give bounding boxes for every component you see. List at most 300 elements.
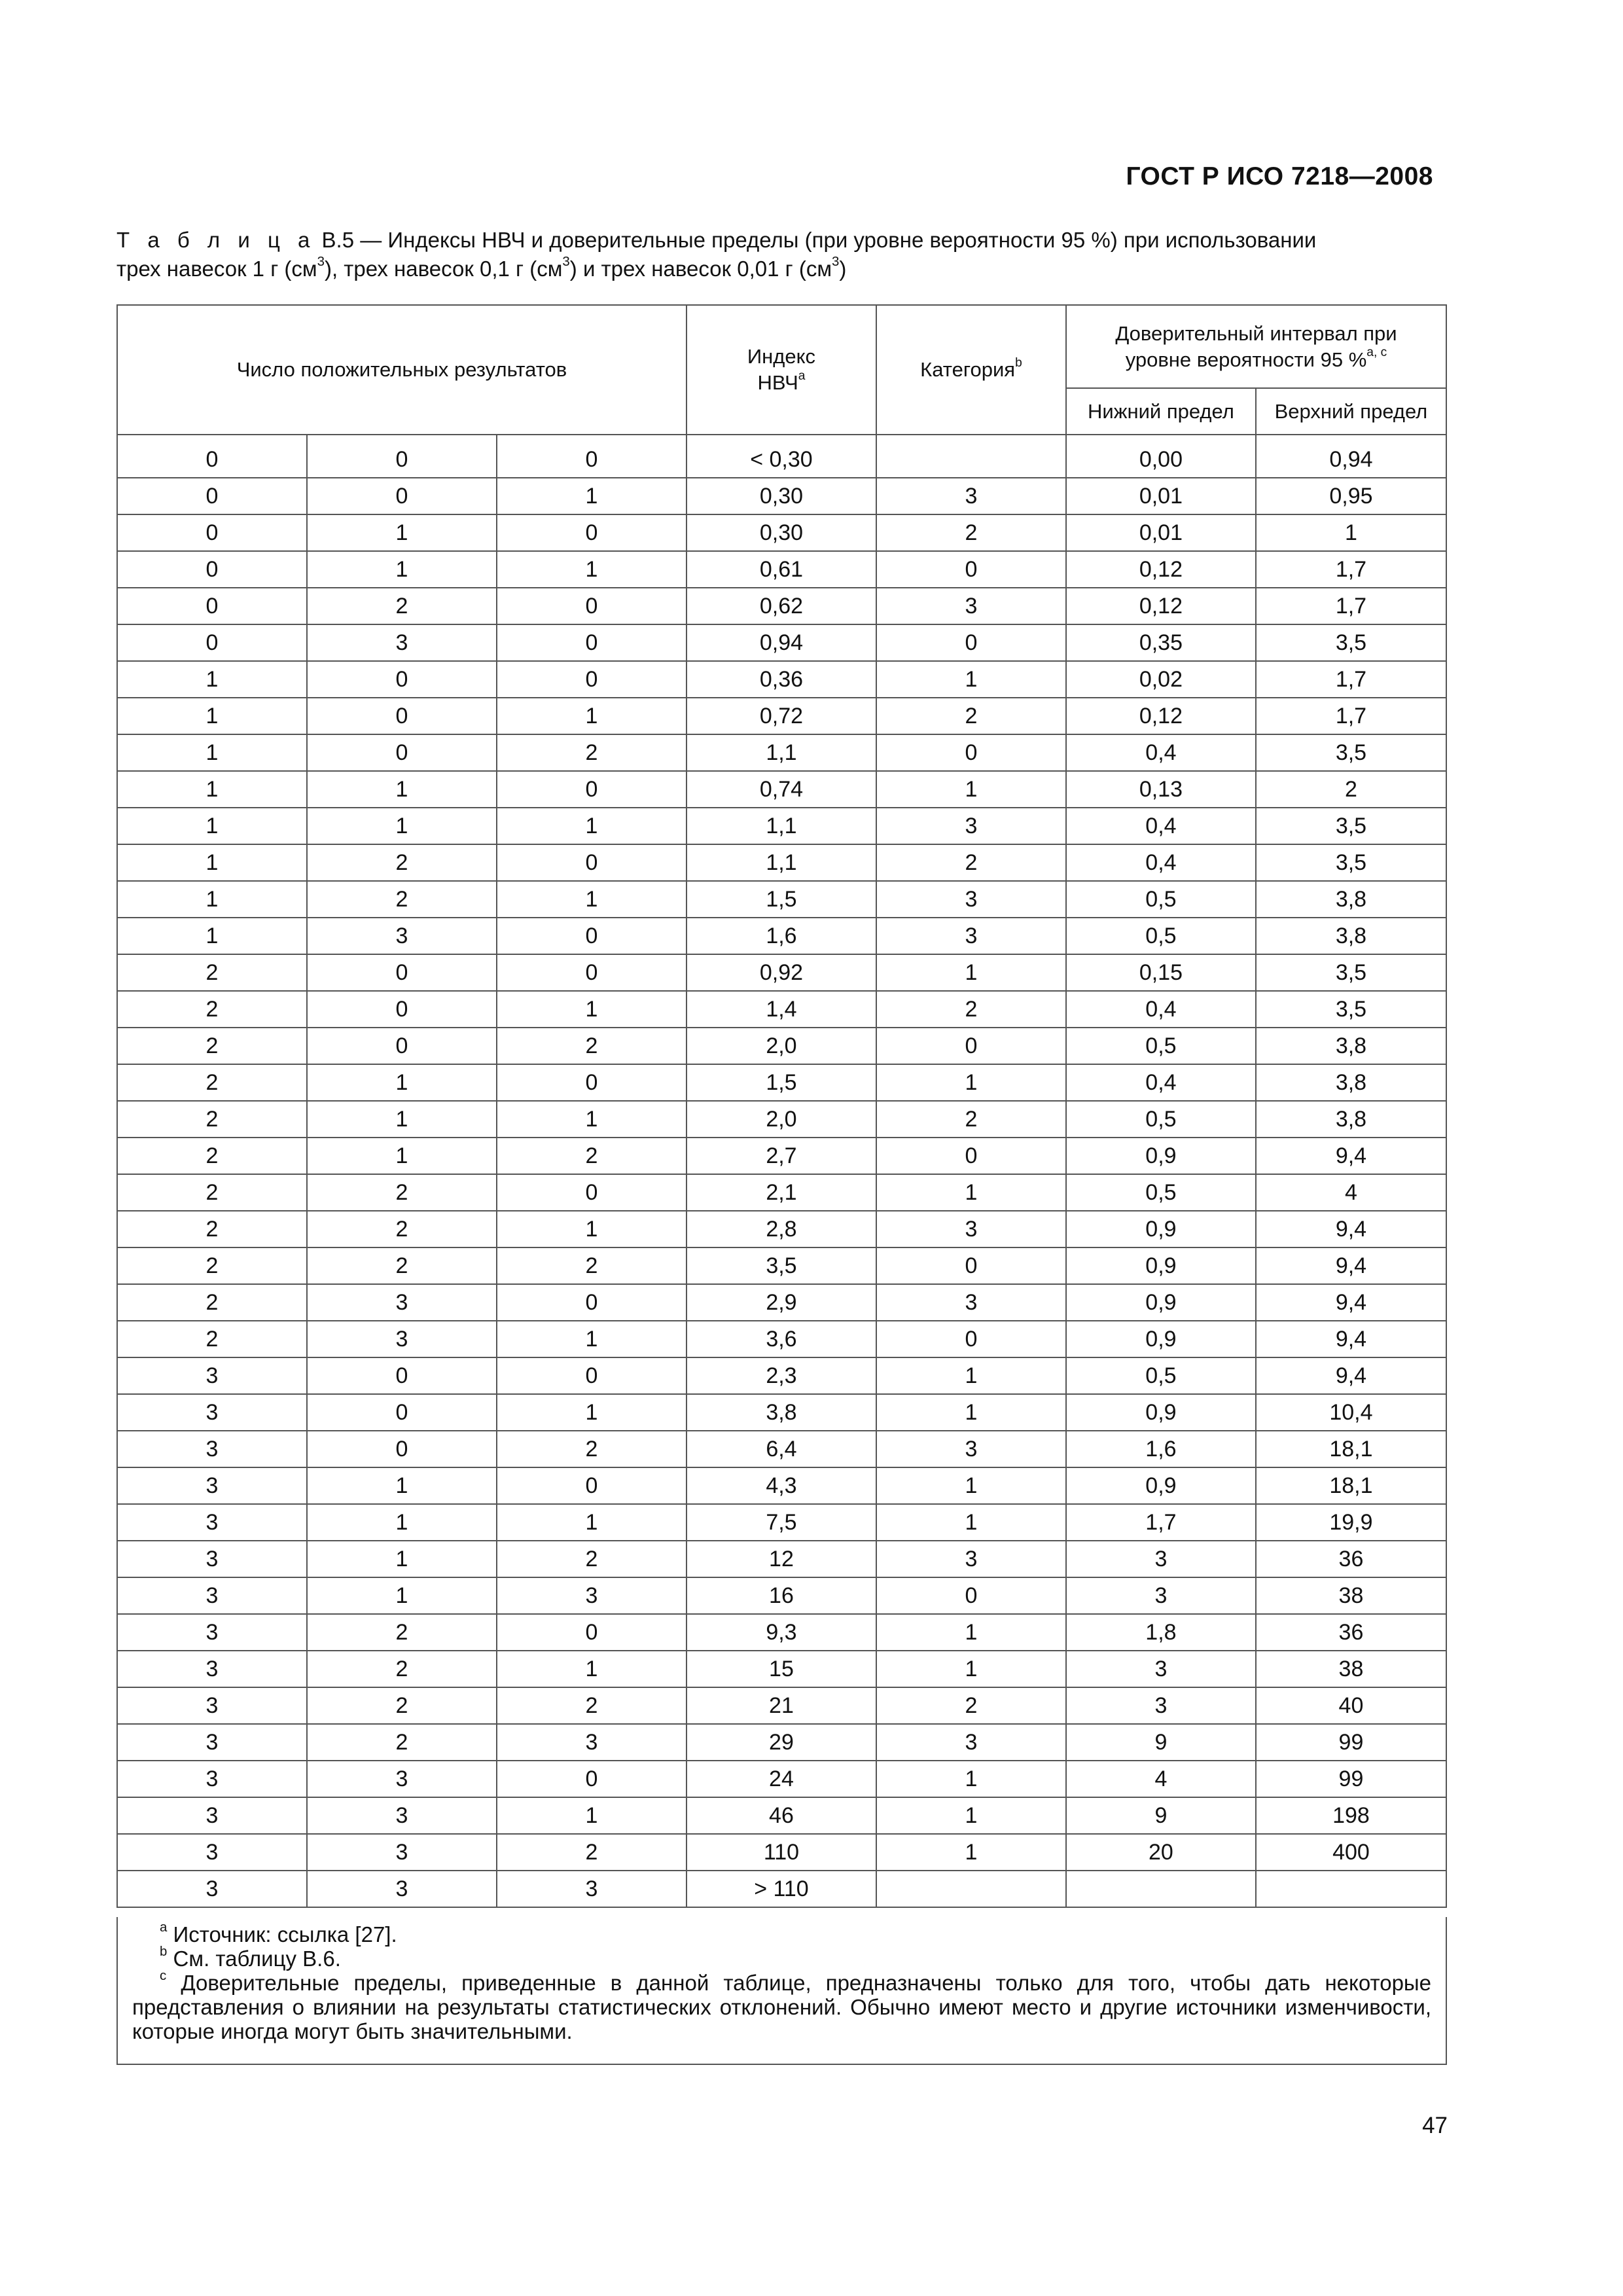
table-cell: 1 [497, 551, 687, 588]
table-cell: 0,92 [687, 954, 876, 991]
table-cell: 1 [876, 1064, 1066, 1101]
table-cell: 3 [307, 1321, 497, 1357]
table-cell: 0 [497, 1064, 687, 1101]
table-cell: 1 [876, 1761, 1066, 1797]
table-cell: 2 [117, 1174, 307, 1211]
table-cell: 0,5 [1066, 1174, 1256, 1211]
table-cell: 18,1 [1256, 1467, 1446, 1504]
table-cell: 0 [497, 844, 687, 881]
table-cell: 0,30 [687, 478, 876, 514]
table-cell: 1 [307, 808, 497, 844]
table-row [117, 514, 1446, 551]
table-cell: 3 [307, 1761, 497, 1797]
table-cell: 9 [1066, 1724, 1256, 1761]
table-cell: 1 [117, 734, 307, 771]
table-cell: 1,6 [1066, 1431, 1256, 1467]
table-cell: 3 [117, 1504, 307, 1541]
table-cell: 3,5 [1256, 991, 1446, 1028]
table-cell: 0 [307, 1394, 497, 1431]
table-cell: 3 [117, 1614, 307, 1651]
table-cell: 2 [117, 1064, 307, 1101]
table-cell: 1,5 [687, 1064, 876, 1101]
table-cell: 36 [1256, 1541, 1446, 1577]
table-cell: 1 [117, 918, 307, 954]
table-cell: 3 [497, 1577, 687, 1614]
table-cell: 29 [687, 1724, 876, 1761]
table-cell: 0,12 [1066, 698, 1256, 734]
table-row [117, 1761, 1446, 1797]
table-cell: 3 [876, 1431, 1066, 1467]
table-cell: 0 [876, 1321, 1066, 1357]
table-cell: 3 [307, 1871, 497, 1907]
table-cell: 3,8 [1256, 1101, 1446, 1138]
table-cell: 3 [117, 1724, 307, 1761]
table-cell: 0 [497, 1614, 687, 1651]
table-cell [876, 435, 1066, 478]
table-cell: 0,9 [1066, 1467, 1256, 1504]
table-cell: 0 [307, 698, 497, 734]
table-row [117, 1687, 1446, 1724]
table-cell: 0 [307, 1028, 497, 1064]
table-cell: 3 [117, 1834, 307, 1871]
table-cell: 38 [1256, 1651, 1446, 1687]
table-cell: 1,5 [687, 881, 876, 918]
table-cell: 0,72 [687, 698, 876, 734]
table-row [117, 991, 1446, 1028]
table-cell: 1 [497, 1394, 687, 1431]
table-cell: 1 [497, 991, 687, 1028]
table-cell: 0 [307, 478, 497, 514]
table-cell: 0,5 [1066, 881, 1256, 918]
table-cell: 0 [307, 661, 497, 698]
table-row [117, 881, 1446, 918]
caption-line2-c: ) и трех навесок 0,01 г (см [569, 257, 832, 281]
table-cell: 1 [876, 1174, 1066, 1211]
table-row [117, 588, 1446, 624]
table-row [117, 808, 1446, 844]
footnote-a: $^a$ Источник: ссылка [27]. [160, 1919, 397, 1946]
table-cell: 1 [876, 1834, 1066, 1871]
table-cell: 2 [876, 991, 1066, 1028]
table-cell: 21 [687, 1687, 876, 1724]
table-cell: 0,00 [1066, 435, 1256, 478]
table-cell: 1 [307, 1101, 497, 1138]
table-cell: 1 [497, 808, 687, 844]
table-cell: 3 [307, 624, 497, 661]
table-cell: 0,74 [687, 771, 876, 808]
table-cell: > 110 [687, 1871, 876, 1907]
table-cell: 2 [117, 954, 307, 991]
table-cell: 3 [876, 1541, 1066, 1577]
caption-sup-1: 3 [317, 253, 325, 269]
table-cell: 0 [497, 435, 687, 478]
table-cell: 1 [497, 478, 687, 514]
table-cell: 9,4 [1256, 1247, 1446, 1284]
header-upper-limit: Верхний предел [1256, 388, 1446, 435]
table-cell: 24 [687, 1761, 876, 1797]
table-cell: 3,5 [1256, 954, 1446, 991]
table-cell: 4,3 [687, 1467, 876, 1504]
table-cell: 0,61 [687, 551, 876, 588]
table-cell: 0,36 [687, 661, 876, 698]
table-cell: 1 [876, 1467, 1066, 1504]
table-cell: 0 [497, 918, 687, 954]
table-cell: 0,4 [1066, 991, 1256, 1028]
header-confidence-interval: Доверительный интервал при уровне вероятности 95 %$^{a, c}$ [1066, 305, 1446, 388]
table-cell: 1 [876, 1394, 1066, 1431]
table-cell: 1 [497, 1321, 687, 1357]
table-cell: 0 [117, 514, 307, 551]
table-cell: 2 [117, 1101, 307, 1138]
table-cell: 0 [497, 624, 687, 661]
table-cell: 3,8 [1256, 881, 1446, 918]
table-row [117, 734, 1446, 771]
table-cell: 2 [307, 1724, 497, 1761]
table-row [117, 1321, 1446, 1357]
table-cell: 2 [876, 1101, 1066, 1138]
table-cell: 2 [497, 1541, 687, 1577]
table-cell: 0 [307, 435, 497, 478]
table-cell: 2 [876, 844, 1066, 881]
table-cell: 3 [117, 1871, 307, 1907]
table-cell: 0,01 [1066, 478, 1256, 514]
table-cell: 9,4 [1256, 1321, 1446, 1357]
table-cell: 2 [117, 1138, 307, 1174]
table-cell: 2 [497, 1028, 687, 1064]
table-cell: 0 [497, 1284, 687, 1321]
document-code: ГОСТ Р ИСО 7218—2008 [1126, 162, 1433, 190]
table-cell: 0 [307, 734, 497, 771]
table-cell: 1 [876, 661, 1066, 698]
table-cell: 0 [876, 1028, 1066, 1064]
table-cell: 2 [307, 1247, 497, 1284]
table-body [117, 435, 1446, 1907]
table-cell: 0,9 [1066, 1321, 1256, 1357]
mpn-table [116, 304, 1447, 1908]
table-cell: 198 [1256, 1797, 1446, 1834]
table-cell: 1,1 [687, 734, 876, 771]
table-cell: 0,12 [1066, 588, 1256, 624]
table-row [117, 1431, 1446, 1467]
table-cell: 3,5 [1256, 734, 1446, 771]
table-cell: 1 [117, 661, 307, 698]
table-cell: 1 [117, 771, 307, 808]
table-cell: 2 [307, 1687, 497, 1724]
table-cell: 3 [117, 1467, 307, 1504]
table-row [117, 1284, 1446, 1321]
caption-label: Т а б л и ц а [116, 228, 316, 252]
caption-sup-2: 3 [562, 253, 570, 269]
header-positives: Число положительных результатов [117, 305, 687, 435]
table-cell: 1 [117, 881, 307, 918]
table-cell: 1 [307, 514, 497, 551]
table-row [117, 478, 1446, 514]
table-cell: 2 [117, 1028, 307, 1064]
table-cell: 0,94 [687, 624, 876, 661]
table-cell: 36 [1256, 1614, 1446, 1651]
table-cell: 99 [1256, 1724, 1446, 1761]
table-row [117, 1651, 1446, 1687]
table-cell: 0,13 [1066, 771, 1256, 808]
table-cell: 3 [307, 918, 497, 954]
table-cell: 2 [497, 1138, 687, 1174]
table-cell: 9,3 [687, 1614, 876, 1651]
table-cell: 1 [876, 771, 1066, 808]
table-cell: 0,9 [1066, 1394, 1256, 1431]
table-row [117, 1871, 1446, 1907]
table-cell: 3 [117, 1431, 307, 1467]
table-cell: 3 [497, 1724, 687, 1761]
table-cell: 9 [1066, 1797, 1256, 1834]
table-cell: 0 [876, 624, 1066, 661]
table-cell: 0,9 [1066, 1284, 1256, 1321]
table-cell: 3 [876, 478, 1066, 514]
table-cell: 0,9 [1066, 1211, 1256, 1247]
table-cell: 0,9 [1066, 1247, 1256, 1284]
table-cell: 0,94 [1256, 435, 1446, 478]
table-cell: 2,3 [687, 1357, 876, 1394]
table-cell: 3,8 [1256, 1064, 1446, 1101]
table-cell: 9,4 [1256, 1284, 1446, 1321]
table-cell: 1,1 [687, 808, 876, 844]
table-cell: 2 [307, 1651, 497, 1687]
table-cell: 2 [117, 1321, 307, 1357]
table-cell: 2,7 [687, 1138, 876, 1174]
table-row [117, 435, 1446, 478]
table-cell: 0 [497, 1357, 687, 1394]
table-cell: 0 [307, 954, 497, 991]
table-cell [876, 1871, 1066, 1907]
table-cell: 3,8 [687, 1394, 876, 1431]
table-cell: 1 [497, 698, 687, 734]
table-cell: 1 [307, 1138, 497, 1174]
header-mpn-index: Индекс НВЧ$^a$ [687, 305, 876, 435]
table-cell: 0,5 [1066, 1101, 1256, 1138]
table-row [117, 1064, 1446, 1101]
table-cell: 0,15 [1066, 954, 1256, 991]
table-cell: 38 [1256, 1577, 1446, 1614]
table-cell: 0 [497, 771, 687, 808]
table-cell: 3 [117, 1687, 307, 1724]
header-category: Категория$^b$ [876, 305, 1066, 435]
table-cell: 0,5 [1066, 1028, 1256, 1064]
table-cell: 2,0 [687, 1101, 876, 1138]
table-cell: 0,01 [1066, 514, 1256, 551]
table-cell: 3 [876, 918, 1066, 954]
table-cell: 6,4 [687, 1431, 876, 1467]
table-cell: 3 [307, 1284, 497, 1321]
table-cell: 1 [307, 1467, 497, 1504]
table-cell: 0 [307, 1431, 497, 1467]
table-cell: 2 [117, 991, 307, 1028]
table-cell: 0 [876, 1577, 1066, 1614]
table-cell: 1,1 [687, 844, 876, 881]
table-cell: 0 [497, 1467, 687, 1504]
table-cell: 12 [687, 1541, 876, 1577]
table-cell: 9,4 [1256, 1211, 1446, 1247]
table-cell: 3 [876, 1284, 1066, 1321]
table-cell: 0,5 [1066, 918, 1256, 954]
table-cell: 1 [307, 771, 497, 808]
table-cell [1256, 1871, 1446, 1907]
table-cell: 3 [307, 1834, 497, 1871]
table-cell: 2 [876, 1687, 1066, 1724]
table-cell: 18,1 [1256, 1431, 1446, 1467]
table-cell: 2 [497, 1247, 687, 1284]
table-cell: 0 [876, 734, 1066, 771]
table-row [117, 1174, 1446, 1211]
table-row [117, 1577, 1446, 1614]
table-row [117, 624, 1446, 661]
table-cell [1066, 1871, 1256, 1907]
table-cell: 3,8 [1256, 1028, 1446, 1064]
table-cell: 0 [117, 588, 307, 624]
caption-line2-b: ), трех навесок 0,1 г (см [324, 257, 563, 281]
table-cell: 3 [117, 1761, 307, 1797]
footnotes [116, 1917, 1447, 2065]
table-cell: 3 [876, 1724, 1066, 1761]
table-cell: 2 [307, 1614, 497, 1651]
table-cell: 0 [117, 551, 307, 588]
table-cell: 1 [307, 1577, 497, 1614]
table-cell: 2 [307, 844, 497, 881]
table-cell: 1 [117, 844, 307, 881]
table-row [117, 771, 1446, 808]
table-cell: 3 [117, 1651, 307, 1687]
table-cell: 1,8 [1066, 1614, 1256, 1651]
table-cell: 46 [687, 1797, 876, 1834]
table-row [117, 1797, 1446, 1834]
table-cell: 2 [1256, 771, 1446, 808]
table-row [117, 1724, 1446, 1761]
table-cell: 0 [307, 991, 497, 1028]
table-cell: 7,5 [687, 1504, 876, 1541]
table-cell: 4 [1066, 1761, 1256, 1797]
table-caption [116, 226, 1445, 283]
table-cell: 3 [117, 1357, 307, 1394]
table-cell: 1,4 [687, 991, 876, 1028]
table-cell: 9,4 [1256, 1357, 1446, 1394]
header-lower-limit: Нижний предел [1066, 388, 1256, 435]
table-cell: 2 [876, 698, 1066, 734]
table-cell: 0 [876, 1247, 1066, 1284]
table-cell: 2 [117, 1284, 307, 1321]
table-cell: 0,02 [1066, 661, 1256, 698]
table-cell: 1,7 [1256, 661, 1446, 698]
table-cell: 3 [117, 1797, 307, 1834]
table-cell: 3 [1066, 1651, 1256, 1687]
table-cell: 3 [497, 1871, 687, 1907]
table-cell: 2 [307, 1174, 497, 1211]
table-cell: 2 [117, 1211, 307, 1247]
table-row [117, 1541, 1446, 1577]
table-cell: 99 [1256, 1761, 1446, 1797]
table-cell: 0 [876, 551, 1066, 588]
table-cell: 3 [876, 881, 1066, 918]
table-cell: 16 [687, 1577, 876, 1614]
table-cell: 3 [876, 808, 1066, 844]
table-cell: 1 [876, 954, 1066, 991]
table-cell: 3 [307, 1797, 497, 1834]
footnote-c: $^c$ Доверительные пределы, приведенные в данной таблице, предназначены только для того, чтобы дать некоторые представления о влиянии на результаты статистических отклонений. Обычно имеют место и другие источники изменчивости, которые иногда могут быть значительными. [132, 1967, 1431, 2043]
table-row [117, 844, 1446, 881]
table-cell: 400 [1256, 1834, 1446, 1871]
table-cell: 19,9 [1256, 1504, 1446, 1541]
table-row [117, 918, 1446, 954]
table-row [117, 698, 1446, 734]
table-cell: 1 [1256, 514, 1446, 551]
table-cell: 9,4 [1256, 1138, 1446, 1174]
table-cell: 3,5 [1256, 624, 1446, 661]
table-cell: 40 [1256, 1687, 1446, 1724]
table-cell: 1,7 [1066, 1504, 1256, 1541]
table-cell: 2 [307, 881, 497, 918]
table-cell: 1,7 [1256, 698, 1446, 734]
table-row [117, 1138, 1446, 1174]
table-cell: 1 [117, 808, 307, 844]
table-cell: 2 [307, 1211, 497, 1247]
table-cell: 3,5 [1256, 808, 1446, 844]
table-cell: 2 [497, 1834, 687, 1871]
table-cell: 0,12 [1066, 551, 1256, 588]
table-cell: 1,7 [1256, 588, 1446, 624]
table-cell: 0 [497, 588, 687, 624]
table-row [117, 954, 1446, 991]
table-cell: 2 [497, 1431, 687, 1467]
table-cell: 3 [876, 1211, 1066, 1247]
table-cell: 3 [1066, 1687, 1256, 1724]
table-cell: 1 [307, 1064, 497, 1101]
table-cell: 2,9 [687, 1284, 876, 1321]
table-cell: 1 [307, 1541, 497, 1577]
table-row [117, 1834, 1446, 1871]
table-cell: 0 [497, 1761, 687, 1797]
table-cell: 0,9 [1066, 1138, 1256, 1174]
table-cell: 1 [497, 881, 687, 918]
table-cell: 3 [1066, 1541, 1256, 1577]
table-cell: 20 [1066, 1834, 1256, 1871]
caption-sup-3: 3 [832, 253, 840, 269]
table-cell: 3,6 [687, 1321, 876, 1357]
table-cell: 3,5 [1256, 844, 1446, 881]
table-cell: 1 [307, 551, 497, 588]
table-cell: 1 [876, 1504, 1066, 1541]
table-cell: 0 [307, 1357, 497, 1394]
table-cell: 1 [497, 1504, 687, 1541]
table-cell: 2,1 [687, 1174, 876, 1211]
table-cell: 0 [876, 1138, 1066, 1174]
table-cell: < 0,30 [687, 435, 876, 478]
table-cell: 0 [497, 514, 687, 551]
table-cell: 3 [876, 588, 1066, 624]
table-cell: 2 [307, 588, 497, 624]
table-cell: 0 [117, 624, 307, 661]
table-cell: 1,6 [687, 918, 876, 954]
table-row [117, 1211, 1446, 1247]
table-cell: 0,5 [1066, 1357, 1256, 1394]
table-cell: 3,8 [1256, 918, 1446, 954]
table-cell: 2 [497, 1687, 687, 1724]
table-cell: 2 [876, 514, 1066, 551]
table-cell: 0,30 [687, 514, 876, 551]
caption-line2-a: трех навесок 1 г (см [116, 257, 317, 281]
table-cell: 1 [497, 1797, 687, 1834]
table-row [117, 1101, 1446, 1138]
table-cell: 4 [1256, 1174, 1446, 1211]
table-cell: 1 [497, 1651, 687, 1687]
table-row [117, 551, 1446, 588]
caption-line1: В.5 — Индексы НВЧ и доверительные пределы (при уровне вероятности 95 %) при использовании [315, 228, 1317, 252]
